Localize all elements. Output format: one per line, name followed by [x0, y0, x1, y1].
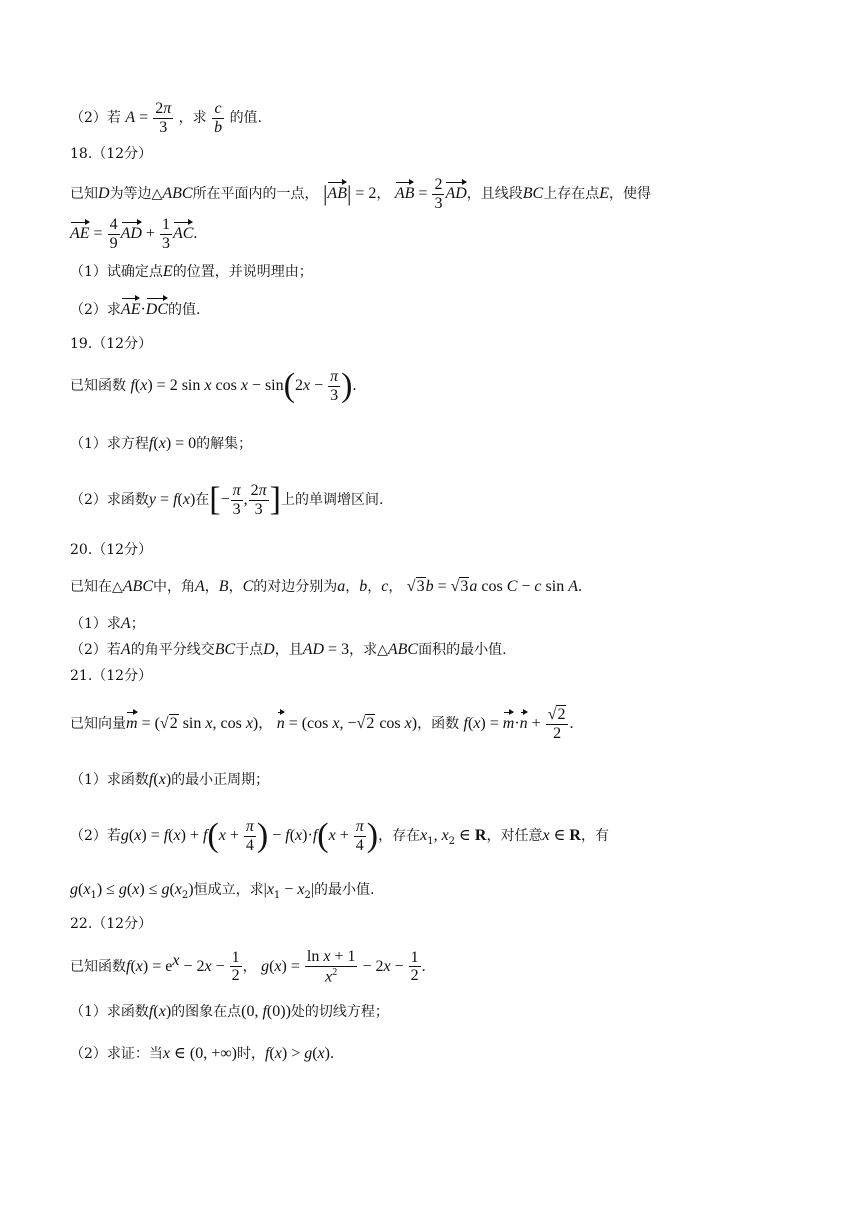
q17-part2: （2）若 A = $\frac{2\pi}{3}$ ，求 $\frac{c}{b}$ 的值.	[70, 100, 263, 136]
q19-part1: （1）求方程f(x) = 0的解集；	[70, 435, 253, 452]
question-18-heading: 18.（12分）	[70, 146, 153, 162]
question-22-heading: 22.（12分）	[70, 916, 153, 932]
q22-stem: 已知函数$f(x) = e^x - 2x$ − $\frac{1}{2}$ ， g(x) = $\frac{\text{ln x + 1}}{x^2}$ − 2x − $\frac{1}{2}$ .	[70, 948, 426, 985]
q20-stem: 已知在△ABC中，角A，B，C的对边分别为a，b，c， √3b = √3a cos C − c sin A.	[70, 578, 582, 595]
q18-part2: （2）求AE·DC的值.	[70, 296, 820, 319]
q21-part1: （1）求函数f(x)的最小正周期；	[70, 771, 270, 788]
question-20-heading: 20.（12分）	[70, 542, 153, 558]
q22-part2: （2）求证：当x ∈ (0, +∞)时，f(x) > g(x).	[70, 1045, 334, 1062]
question-19-heading: 19.（12分）	[70, 336, 153, 352]
question-21-heading: 21.（12分）	[70, 668, 153, 684]
q21-part2-cont: $g(x_1) \le g(x) \le g(x_2)$恒成立，求$|x_1 - x_2|$的最小值.	[70, 881, 375, 901]
q19-part2: （2）求函数y = f(x)在[− $\frac{\pi}{3}$ , $\frac{2\pi}{3}$ ]上的单调增区间.	[70, 481, 384, 519]
q22-part1: （1）求函数f(x)的图象在点(0, f(0))处的切线方程；	[70, 1003, 389, 1020]
q21-part2: （2）若g(x) = f(x) + f(x + $\frac{\pi}{4}$ ) − f(x)·f(x + $\frac{\pi}{4}$ )，存在$x_1$, $x_2$ ∈ R，对任意x ∈ R，有	[70, 817, 609, 855]
q21-stem: 已知向量m = (√2 sin x, cos x)， n = (cos x, −√2 cos x)，函数 f(x) = m·n + $\frac{√2}{2}$ .	[70, 706, 574, 742]
q18-part1: （1）试确定点E的位置，并说明理由；	[70, 263, 313, 280]
q19-stem: 已知函数 f(x) = 2 sin x cos x − sin(2x − $\frac{\pi}{3}$ ).	[70, 367, 357, 405]
q18-stem: 已知D为等边△ABC所在平面内的一点， |AB| = 2， AB = $\frac{2}{3}$ AD，且线段BC上存在点E，使得	[70, 176, 651, 212]
q18-stem-eq: AE = $\frac{4}{9}$ AD + $\frac{1}{3}$ AC.	[70, 216, 198, 252]
q20-part1: （1）求A；	[70, 615, 145, 632]
q20-part2: （2）若A的角平分线交BC于点D，且AD = 3，求△ABC面积的最小值.	[70, 641, 507, 658]
